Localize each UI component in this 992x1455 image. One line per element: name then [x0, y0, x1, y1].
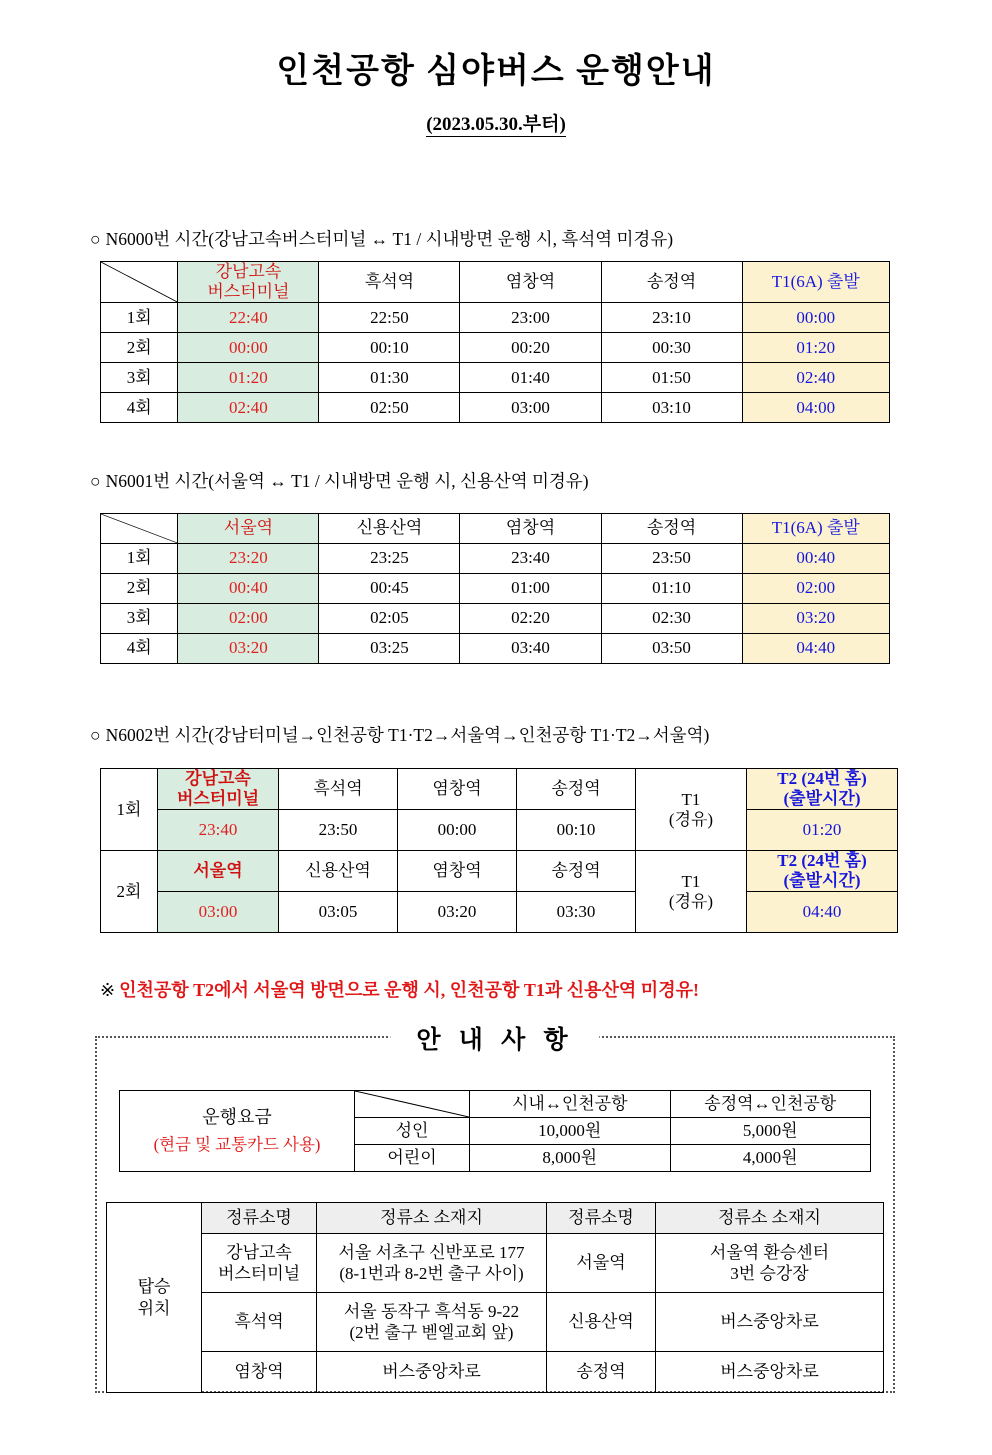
fare-value: 8,000원 [470, 1145, 671, 1172]
fare-row-label-adult: 성인 [355, 1118, 470, 1145]
cell-t2-time: 01:20 [747, 810, 898, 851]
boarding-stop-name [547, 1234, 656, 1293]
column-header-stop-1: 흑석역 [319, 262, 460, 303]
page-subtitle [0, 109, 992, 136]
boarding-column-header-4: 정류소 소재지 [656, 1203, 884, 1234]
boarding-stop-address [656, 1352, 884, 1393]
column-header-origin: 서울역 [158, 851, 279, 892]
diagonal-line-icon [101, 262, 177, 302]
section-heading-n6000-text: N6000번 시간(강남고속버스터미널 ↔ T1 / 시내방면 운행 시, 흑석역 미경유) [105, 229, 674, 249]
boarding-stop-name [202, 1293, 317, 1352]
section-heading-n6001 [0, 470, 992, 493]
stop-address-line1: 서울역 환승센터 [709, 1242, 830, 1262]
cell-time: 00:20 [460, 333, 601, 363]
column-header-stop-3: 송정역 [517, 851, 636, 892]
column-header-stop-1: 신용산역 [319, 514, 460, 544]
schedule-table-n6001 [100, 513, 890, 664]
column-header-stop-3: 송정역 [601, 514, 742, 544]
cell-time: 23:25 [319, 544, 460, 574]
boarding-stop-address [656, 1234, 884, 1293]
column-header-stop-3: 송정역 [601, 262, 742, 303]
stop-name-line1: 염창역 [234, 1362, 284, 1382]
cell-time: 02:05 [319, 604, 460, 634]
origin-line1: 강남고속 [215, 262, 282, 281]
row-label: 1회 [101, 769, 158, 851]
cell-origin-time: 02:40 [178, 393, 319, 423]
column-header-stop-3: 송정역 [517, 769, 636, 810]
table-row [101, 303, 890, 333]
diagonal-line-icon [355, 1091, 469, 1117]
row-label: 2회 [101, 574, 178, 604]
table-row [101, 769, 898, 810]
table-row [101, 333, 890, 363]
column-header-t2-departure [747, 769, 898, 810]
cell-time: 03:25 [319, 634, 460, 664]
cell-destination-time: 00:40 [742, 544, 889, 574]
cell-time: 02:30 [601, 604, 742, 634]
cell-time: 03:40 [460, 634, 601, 664]
schedule-table-n6002 [100, 768, 898, 933]
section-heading-n6002 [0, 724, 992, 747]
boarding-stop-address [656, 1293, 884, 1352]
column-header-stop-2: 염창역 [398, 851, 517, 892]
stop-name-line2: 버스터미널 [217, 1264, 301, 1283]
reference-mark-icon: ※ [100, 980, 116, 1000]
boarding-column-header-1: 정류소명 [202, 1203, 317, 1234]
boarding-stop-name [202, 1234, 317, 1293]
row-label: 4회 [101, 393, 178, 423]
table-row [107, 1234, 884, 1293]
cell-origin-time: 03:20 [178, 634, 319, 664]
section-heading-n6002-text: N6002번 시간(강남터미널→인천공항 T1·T2→서울역→인천공항 T1·T2→서울역) [105, 725, 710, 745]
t1-line2: (경유) [668, 809, 714, 829]
cell-origin-time: 23:40 [158, 810, 279, 851]
stop-name-line1: 강남고속 [226, 1242, 292, 1262]
diagonal-corner-cell [101, 514, 178, 544]
cell-destination-time: 00:00 [742, 303, 889, 333]
stop-address-line2: 3번 승강장 [730, 1264, 809, 1283]
boarding-stop-name [547, 1352, 656, 1393]
column-header-t1-transit [636, 851, 747, 933]
notice-panel-title: 안 내 사 항 [390, 1020, 599, 1056]
table-row [101, 634, 890, 664]
cell-time: 03:20 [398, 892, 517, 933]
cell-time: 00:30 [601, 333, 742, 363]
cell-time: 23:10 [601, 303, 742, 333]
origin-line1: 강남고속 [185, 769, 251, 788]
bullet-icon: ○ [90, 471, 101, 491]
table-header-row [101, 262, 890, 303]
cell-t2-time: 04:40 [747, 892, 898, 933]
fare-value: 10,000원 [470, 1118, 671, 1145]
fare-value: 4,000원 [670, 1145, 871, 1172]
column-header-stop-1: 신용산역 [279, 851, 398, 892]
column-header-t1-transit [636, 769, 747, 851]
cell-destination-time: 04:40 [742, 634, 889, 664]
stop-address-line1: 버스중앙차로 [382, 1362, 481, 1382]
diagonal-corner-cell [101, 262, 178, 303]
boarding-label-cell [107, 1203, 202, 1393]
cell-destination-time: 04:00 [742, 393, 889, 423]
table-header-row [120, 1091, 871, 1118]
schedule-table-n6000 [100, 261, 890, 423]
stop-address-line1: 버스중앙차로 [720, 1312, 819, 1332]
t1-line1: T1 [681, 789, 701, 809]
stop-address-line1: 서울 서초구 신반포로 177 [338, 1242, 525, 1262]
boarding-column-header-3: 정류소명 [547, 1203, 656, 1234]
cell-time: 03:00 [460, 393, 601, 423]
fare-table [119, 1090, 871, 1172]
column-header-origin [158, 769, 279, 810]
cell-time: 23:50 [601, 544, 742, 574]
stop-address-line2: (8-1번과 8-2번 출구 사이) [339, 1264, 524, 1283]
cell-time: 03:50 [601, 634, 742, 664]
boarding-location-table [106, 1202, 884, 1393]
diagonal-line-icon [101, 514, 177, 543]
section-heading-n6001-text: N6001번 시간(서울역 ↔ T1 / 시내방면 운행 시, 신용산역 미경유) [105, 471, 589, 491]
stop-address-line2: (2번 출구 벧엘교회 앞) [349, 1323, 514, 1342]
stop-address-line1: 서울 동작구 흑석동 9-22 [343, 1301, 520, 1321]
cell-time: 01:30 [319, 363, 460, 393]
fare-value: 5,000원 [670, 1118, 871, 1145]
cell-origin-time: 03:00 [158, 892, 279, 933]
table-row [101, 892, 898, 933]
table-row [101, 851, 898, 892]
warning-note-text: 인천공항 T2에서 서울역 방면으로 운행 시, 인천공항 T1과 신용산역 미경유! [119, 980, 699, 1000]
cell-destination-time: 03:20 [742, 604, 889, 634]
fare-label-sub: (현금 및 교통카드 사용) [153, 1134, 321, 1154]
diagonal-corner-cell [355, 1091, 470, 1118]
cell-time: 23:50 [279, 810, 398, 851]
cell-origin-time: 23:20 [178, 544, 319, 574]
row-label: 3회 [101, 363, 178, 393]
page-title: 인천공항 심야버스 운행안내 [276, 53, 716, 90]
stop-address-line1: 버스중앙차로 [720, 1362, 819, 1382]
boarding-stop-name [202, 1352, 317, 1393]
stop-name-line1: 서울역 [576, 1253, 626, 1273]
cell-time: 22:50 [319, 303, 460, 333]
boarding-stop-address [317, 1234, 547, 1293]
cell-time: 23:00 [460, 303, 601, 333]
table-row [101, 574, 890, 604]
cell-time: 03:30 [517, 892, 636, 933]
table-row [101, 393, 890, 423]
row-label: 2회 [101, 333, 178, 363]
bullet-icon: ○ [90, 725, 101, 745]
t2-line1: T2 (24번 홈) [777, 851, 867, 871]
cell-time: 00:10 [319, 333, 460, 363]
cell-time: 02:20 [460, 604, 601, 634]
boarding-stop-address [317, 1352, 547, 1393]
boarding-stop-address [317, 1293, 547, 1352]
row-label: 1회 [101, 544, 178, 574]
cell-time: 02:50 [319, 393, 460, 423]
cell-destination-time: 01:20 [742, 333, 889, 363]
column-header-t2-departure [747, 851, 898, 892]
column-header-stop-1: 흑석역 [279, 769, 398, 810]
section-heading-n6000 [0, 228, 992, 251]
page-subtitle-text: (2023.05.30.부터) [426, 113, 566, 135]
column-header-destination: T1(6A) 출발 [742, 514, 889, 544]
row-label: 3회 [101, 604, 178, 634]
table-row [101, 604, 890, 634]
boarding-column-header-2: 정류소 소재지 [317, 1203, 547, 1234]
cell-time: 01:50 [601, 363, 742, 393]
t2-line2: (출발시간) [783, 871, 861, 891]
table-row [101, 810, 898, 851]
cell-time: 23:40 [460, 544, 601, 574]
cell-time: 00:00 [398, 810, 517, 851]
fare-row-label-child: 어린이 [355, 1145, 470, 1172]
fare-label-main: 운행요금 [202, 1107, 272, 1128]
t1-line1: T1 [681, 871, 701, 891]
cell-destination-time: 02:00 [742, 574, 889, 604]
t1-line2: (경유) [668, 891, 714, 911]
cell-origin-time: 00:00 [178, 333, 319, 363]
cell-destination-time: 02:40 [742, 363, 889, 393]
column-header-stop-2: 염창역 [460, 514, 601, 544]
table-header-row [101, 514, 890, 544]
cell-time: 03:10 [601, 393, 742, 423]
column-header-origin: 서울역 [178, 514, 319, 544]
cell-origin-time: 00:40 [178, 574, 319, 604]
column-header-destination: T1(6A) 출발 [742, 262, 889, 303]
cell-time: 03:05 [279, 892, 398, 933]
cell-time: 00:10 [517, 810, 636, 851]
table-row [101, 363, 890, 393]
table-row [107, 1352, 884, 1393]
row-label: 1회 [101, 303, 178, 333]
table-row [101, 544, 890, 574]
cell-time: 01:40 [460, 363, 601, 393]
stop-name-line1: 흑석역 [234, 1312, 284, 1332]
cell-origin-time: 01:20 [178, 363, 319, 393]
boarding-stop-name [547, 1293, 656, 1352]
cell-time: 01:00 [460, 574, 601, 604]
column-header-stop-2: 염창역 [398, 769, 517, 810]
t2-line2: (출발시간) [783, 789, 861, 809]
cell-origin-time: 02:00 [178, 604, 319, 634]
fare-column-header-2: 송정역↔인천공항 [670, 1091, 871, 1118]
document-page [0, 52, 992, 1382]
column-header-stop-2: 염창역 [460, 262, 601, 303]
origin-line2: 버스터미널 [207, 282, 290, 302]
origin-line2: 버스터미널 [176, 789, 260, 809]
table-header-row [107, 1203, 884, 1234]
cell-time: 01:10 [601, 574, 742, 604]
fare-column-header-1: 시내↔인천공항 [470, 1091, 671, 1118]
row-label: 4회 [101, 634, 178, 664]
row-label: 2회 [101, 851, 158, 933]
fare-label-cell [120, 1091, 355, 1172]
boarding-label-line2: 위치 [137, 1298, 171, 1318]
stop-name-line1: 신용산역 [568, 1312, 634, 1332]
t2-line1: T2 (24번 홈) [777, 769, 867, 788]
notice-panel [95, 1027, 895, 1393]
table-row [107, 1293, 884, 1352]
column-header-origin [178, 262, 319, 303]
cell-origin-time: 22:40 [178, 303, 319, 333]
bullet-icon: ○ [90, 229, 101, 249]
cell-time: 00:45 [319, 574, 460, 604]
warning-note [0, 976, 992, 1002]
stop-name-line1: 송정역 [576, 1362, 626, 1382]
boarding-label-line1: 탑승 [137, 1277, 171, 1297]
